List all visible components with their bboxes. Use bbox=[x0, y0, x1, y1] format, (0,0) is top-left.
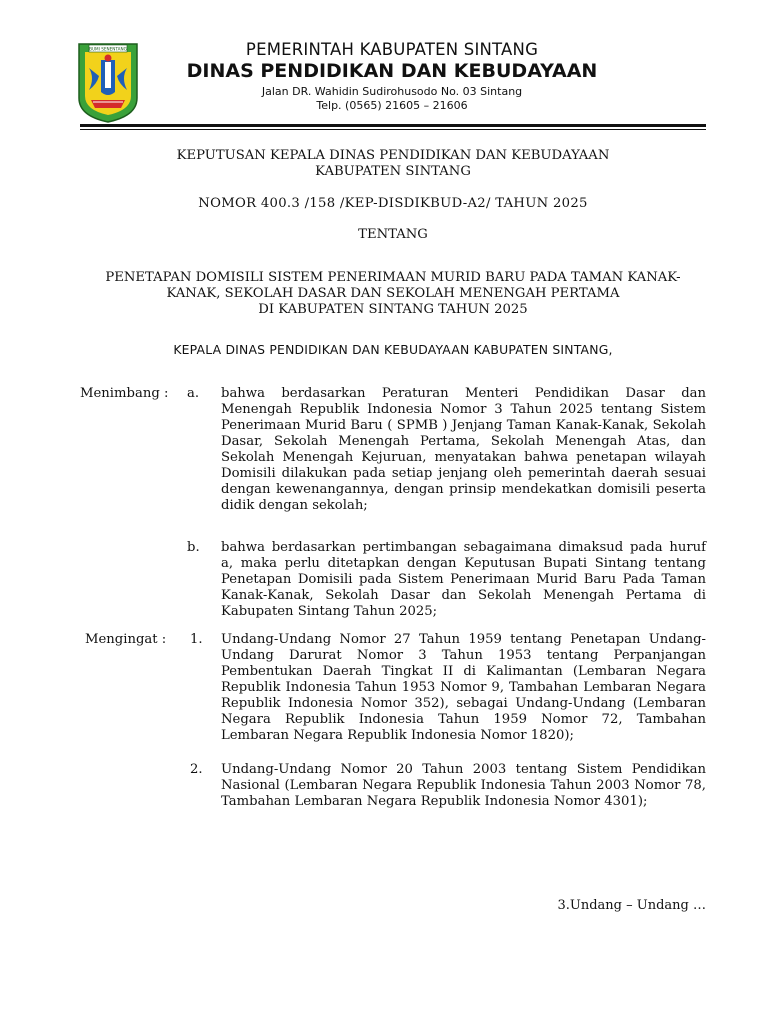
decree-subject-line-2: KANAK, SEKOLAH DASAR DAN SEKOLAH MENENGAH PERTAMA bbox=[166, 286, 620, 301]
menimbang-b-marker: b. bbox=[187, 540, 200, 555]
mengingat-2-marker: 2. bbox=[190, 762, 203, 777]
agency-address: Jalan DR. Wahidin Sudirohusodo No. 03 Sintang bbox=[261, 85, 523, 98]
menimbang-a-text: bahwa berdasarkan Peraturan Menteri Pendidikan Dasar dan Menengah Republik Indonesia Nomor 3 Tahun 2025 tentang Sistem Penerimaan Murid Baru ( SPMB ) Jenjang Taman Kanak-Kanak, Sekolah Dasar, Sekolah Menengah Pertama, Sekolah Menengah Atas, dan Sekolah Menengah Kejuruan, menyatakan bahwa penetapan wilayah Domisili dilakukan pada setiap jenjang oleh pemerintah daerah sesuai dengan kewenangannya, dengan prinsip mendekatkan domisili peserta didik dengan sekolah; bbox=[221, 386, 706, 513]
decree-about: TENTANG bbox=[358, 227, 428, 242]
mengingat-label: Mengingat : bbox=[85, 632, 167, 647]
menimbang-a-marker: a. bbox=[187, 386, 200, 401]
mengingat-2-text: Undang-Undang Nomor 20 Tahun 2003 tentang Sistem Pendidikan Nasional (Lembaran Negara Republik Indonesia Tahun 2003 Nomor 78, Tambahan Lembaran Negara Republik Indonesia Nomor 4301); bbox=[221, 762, 706, 809]
government-name: PEMERINTAH KABUPATEN SINTANG bbox=[245, 40, 539, 59]
mengingat-1-text: Undang-Undang Nomor 27 Tahun 1959 tentang Penetapan Undang-Undang Darurat Nomor 3 Tahun 1953 tentang Perpanjangan Pembentukan Daerah Tingkat II di Kalimantan (Lembaran Negara Republik Indonesia Tahun 1953 Nomor 9, Tambahan Lembaran Negara Republik Indonesia Nomor 352), sebagai Undang-Undang (Lembaran Negara Republik Indonesia Tahun 1959 Nomor 72, Tambahan Lembaran Negara Republik Indonesia Nomor 1820); bbox=[221, 632, 706, 743]
page-continuation: 3.Undang – Undang … bbox=[557, 898, 706, 913]
letterhead-rule-thin bbox=[80, 129, 706, 130]
menimbang-label: Menimbang : bbox=[80, 386, 169, 401]
mengingat-1-marker: 1. bbox=[190, 632, 203, 647]
issuing-authority: KEPALA DINAS PENDIDIKAN DAN KEBUDAYAAN KABUPATEN SINTANG, bbox=[173, 342, 613, 357]
regency-logo bbox=[75, 38, 141, 124]
decree-title-line-2: KABUPATEN SINTANG bbox=[315, 164, 471, 179]
decree-subject bbox=[80, 270, 706, 318]
decree-subject-line-1: PENETAPAN DOMISILI SISTEM PENERIMAAN MURID BARU PADA TAMAN KANAK- bbox=[105, 270, 681, 285]
agency-phone: Telp. (0565) 21605 – 21606 bbox=[316, 99, 468, 112]
menimbang-b-text: bahwa berdasarkan pertimbangan sebagaimana dimaksud pada huruf a, maka perlu ditetapkan dengan Keputusan Bupati Sintang tentang Penetapan Domisili pada Sistem Penerimaan Murid Baru Pada Taman Kanak-Kanak, Sekolah Dasar dan Sekolah Menengah Pertama di Kabupaten Sintang Tahun 2025; bbox=[221, 540, 706, 619]
logo-banner: BUMI SENENTANG bbox=[89, 46, 127, 52]
decree-title-line-1: KEPUTUSAN KEPALA DINAS PENDIDIKAN DAN KEBUDAYAAN bbox=[176, 148, 610, 163]
agency-name: DINAS PENDIDIKAN DAN KEBUDAYAAN bbox=[186, 60, 598, 82]
decree-number: NOMOR 400.3 /158 /KEP-DISDIKBUD-A2/ TAHUN 2025 bbox=[198, 196, 588, 211]
decree-subject-line-3: DI KABUPATEN SINTANG TAHUN 2025 bbox=[258, 302, 528, 317]
decree-title bbox=[80, 148, 706, 180]
letterhead-rule-thick bbox=[80, 124, 706, 127]
